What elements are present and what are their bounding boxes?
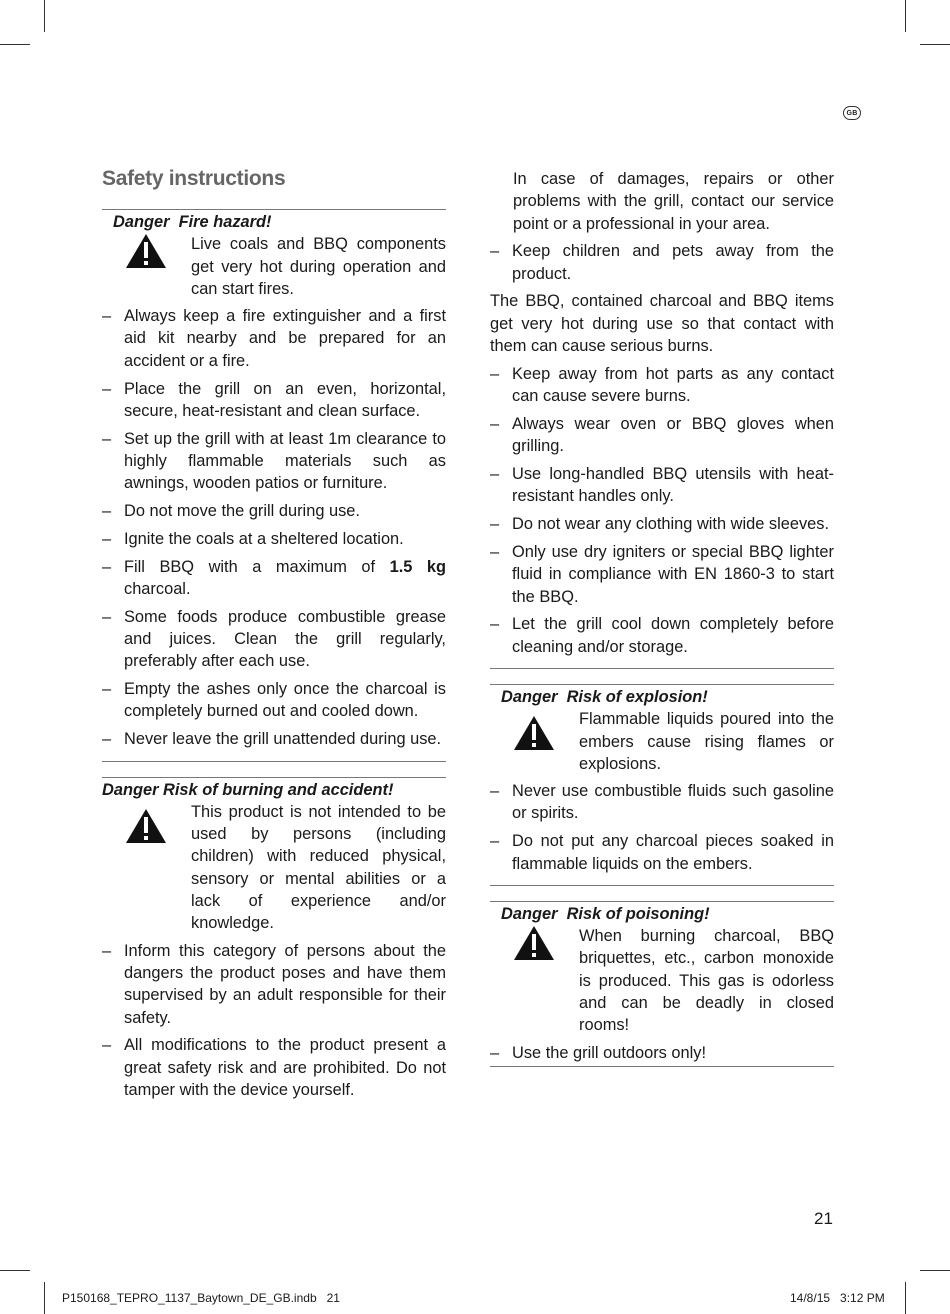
bbq-paragraph: The BBQ, contained charcoal and BBQ items get very hot during use so that contact with them can cause serious burns. [490, 292, 834, 356]
list-item: – Empty the ashes only once the charcoal is completely burned out and cooled down. [102, 680, 446, 721]
fire-hazard-body [102, 233, 446, 300]
fire-hazard-heading [102, 211, 446, 233]
crop-mark [44, 1282, 45, 1314]
warning-text: This product is not intended to be used by persons (including children) with reduced physical, sensory or mental abilities or a lack of experience and/or knowledge. [191, 802, 446, 933]
crop-mark [920, 1270, 950, 1271]
explosion-heading [490, 686, 834, 708]
list-item: – Do not put any charcoal pieces soaked in flammable liquids on the embers. [490, 832, 834, 873]
poisoning-body [490, 925, 834, 1036]
list-item: – Let the grill cool down completely before cleaning and/or storage. [490, 615, 834, 656]
warning-heading: Risk of explosion! [566, 687, 708, 706]
warning-triangle-icon [490, 708, 579, 775]
warning-heading: Risk of poisoning! [566, 904, 710, 923]
crop-mark [0, 1270, 30, 1271]
crop-mark [920, 44, 950, 45]
page-title: Safety instructions [102, 167, 286, 190]
burning-warning [102, 778, 446, 935]
list-item: – Never use combustible fluids such gasoline or spirits. [490, 782, 834, 823]
warning-triangle-icon [490, 925, 579, 1036]
warning-text: Live coals and BBQ components get very hot during operation and can start fires. [191, 235, 446, 298]
danger-label: Danger [501, 687, 558, 706]
poisoning-heading [490, 903, 834, 925]
service-paragraph: In case of damages, repairs or other problems with the grill, contact our service point or a professional in your area. [513, 170, 834, 233]
right-column [490, 168, 834, 1067]
crop-mark [44, 0, 45, 32]
language-badge: GB [843, 106, 861, 120]
footer-file-info: P150168_TEPRO_1137_Baytown_DE_GB.indb 21 [62, 1291, 340, 1305]
footer-timestamp: 14/8/15 3:12 PM [790, 1291, 885, 1305]
danger-label: Danger [501, 904, 558, 923]
warning-heading: Fire hazard! [178, 213, 272, 231]
list-item: – Do not wear any clothing with wide sleeves. [490, 515, 830, 534]
fire-list [102, 305, 446, 750]
section-divider [490, 1066, 834, 1067]
poisoning-list [490, 1042, 834, 1064]
burning-list [102, 940, 446, 1102]
list-item: – Fill BBQ with a maximum of 1.5 kg charcoal. [102, 557, 447, 598]
left-column [102, 209, 446, 1107]
list-item: – Keep children and pets away from the product. [490, 242, 834, 283]
list-item: – Use the grill outdoors only! [490, 1043, 707, 1062]
list-item: – Ignite the coals at a sheltered location. [102, 529, 404, 548]
explosion-warning [490, 685, 834, 775]
list-item: – All modifications to the product present a great safety risk and are prohibited. Do not tamper with the device yourself. [102, 1036, 446, 1099]
warning-text: When burning charcoal, BBQ briquettes, etc., carbon monoxide is produced. This gas is odorless and can be deadly in closed rooms! [579, 927, 834, 1035]
section-divider [490, 885, 834, 886]
list-item: – Inform this category of persons about the dangers the product poses and have them supervised by an adult responsible for their safety. [102, 941, 446, 1027]
list-item: – Never leave the grill unattended during use. [102, 730, 442, 749]
list-item: – Always wear oven or BBQ gloves when grilling. [490, 414, 834, 456]
list-item: – Only use dry igniters or special BBQ lighter fluid in compliance with EN 1860-3 to start the BBQ. [490, 542, 834, 606]
poisoning-warning [490, 902, 834, 1037]
list-item: – Do not move the grill during use. [102, 502, 360, 521]
list-item: – Some foods produce combustible grease and juices. Clean the grill regularly, preferably after each use. [102, 607, 446, 671]
list-item: – Set up the grill with at least 1m clearance to highly flammable materials such as awnings, wooden patios or furniture. [102, 429, 446, 493]
explosion-body [490, 708, 834, 775]
warning-heading: Danger Risk of burning and accident! [102, 780, 394, 799]
crop-mark [905, 1282, 906, 1314]
warning-triangle-icon [102, 233, 191, 300]
fire-hazard-warning [102, 210, 446, 300]
burning-body [102, 801, 446, 935]
warning-text: Flammable liquids poured into the embers cause rising flames or explosions. [579, 710, 834, 773]
crop-mark [905, 0, 906, 32]
explosion-list [490, 780, 834, 875]
list-item: – Always keep a fire extinguisher and a first aid kit nearby and be prepared for an accident or a fire. [102, 307, 446, 370]
section-divider [490, 668, 834, 669]
danger-label: Danger [113, 213, 170, 231]
page-number: 21 [814, 1209, 833, 1228]
list-item: – Use long-handled BBQ utensils with heat-resistant handles only. [490, 465, 834, 506]
section-divider [102, 761, 446, 762]
list-item: – Keep away from hot parts as any contact can cause severe burns. [490, 364, 834, 406]
warning-triangle-icon [102, 801, 191, 935]
crop-mark [0, 44, 30, 45]
list-item: – Place the grill on an even, horizontal, secure, heat-resistant and clean surface. [102, 379, 446, 420]
